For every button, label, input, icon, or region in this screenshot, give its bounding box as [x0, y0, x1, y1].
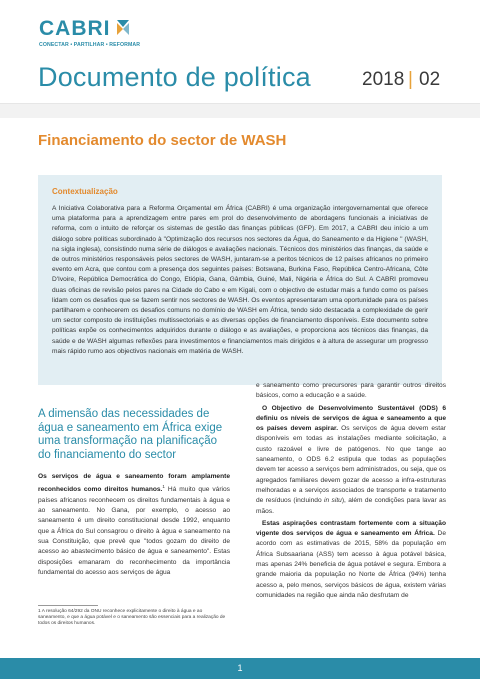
logo-tagline: CONECTAR • PARTILHAR • REFORMAR — [39, 42, 141, 48]
left-paragraph — [38, 472, 230, 578]
section-title: Financiamento do sector de WASH — [38, 132, 287, 149]
right-paragraph-2-italic: in situ — [324, 497, 342, 505]
subsection-heading: A dimensão das necessidades de água e saneamento em África exige uma transformação na planificação do financiamento do sector — [38, 408, 223, 461]
title-separator: | — [408, 69, 413, 90]
context-text: A Iniciativa Colaborativa para a Reforma Orçamental em África (CABRI) é uma organização intergovernamental que oferece uma plataforma para a aprendizagem entre pares em prol do desenvolvimento de abordagens funcionais a iniciativas de reforma, com o intuito de reforçar os sistemas de gestão das finanças públicas (GFP). Em 2017, a CABRI deu início a um diálogo sobre políticas subordinado à "Optimização dos recursos nos sectores da Água, do Saneamento e da Higiene " (WASH, na sigla inglesa), consistindo numa série de diálogos e avaliações nacionais. Técnicos dos ministérios das finanças, da saúde e de outros ministérios responsáveis pelos sectores de WASH, juntaram-se a peritos técnicos de 12 países africanos no primeiro evento em Acra, que contou com a presença dos seguintes países: Botswana, Burkina Faso, República Centro-Africana, Côte D'Ivoire, República Democrática do Congo, Etiópia, Gana, Gâmbia, Guiné, Mali, Nigéria e África do Sul. A CABRI promoveu duas oficinas de revisão pelos pares na Cidade do Cabo e em Kigali, com o objectivo de estudar mais a fundo como os países lidam com os desafios que se fazem sentir nos sectores de WASH. Os eventos apresentaram uma oportunidade para os países partilharem e conhecerem os desafios comuns no domínio de WASH em África, tendo sido destacada a complexidade de gerir um sector composto de instituições multissectoriais e as diversas opções de financiamento disponíveis. Este documento sobre políticas expõe os conhecimentos adquiridos durante o diálogo e as avaliações, e proporciona aos técnicos das finanças, da saúde e de WASH algumas reflexões para investimentos e financiamentos mais dirigidos e à altura de assegurar um progresso mais rápido rumo aos objectivos nacionais em matéria de WASH. — [52, 205, 428, 355]
document-title: Documento de política — [38, 62, 311, 92]
document-year: 2018 — [362, 69, 405, 90]
context-label: Contextualização — [52, 187, 118, 196]
right-paragraph-3-lead: Estas aspirações contrastam fortemente com a situação vigente dos serviços de água e saneamento em África. — [256, 519, 446, 538]
logo-wordmark: CABRI — [39, 17, 111, 40]
page-footer — [0, 658, 480, 679]
logo-mark-icon — [117, 20, 129, 35]
right-paragraph-3 — [256, 519, 446, 601]
left-paragraph-body: Há muito que vários países africanos reconhecem os direitos fundamentais à água e ao saneamento. No Gana, por exemplo, o acesso ao saneamento é um direito constitucional desde 1992, enquanto que a África do Sul consagrou o direito à água e saneamento na sua Constituição, que prevê que "todos gozam do direito de acesso ao abastecimento básico de água e saneamento". Estas disposições emanaram do reconhecimento da importância fundamental do acesso aos serviços de água — [38, 486, 230, 576]
right-paragraph-2-end: ), além de condições para lavar as mãos. — [256, 497, 446, 515]
right-paragraph-2 — [256, 404, 446, 517]
footnote-ref: 1 — [162, 484, 165, 490]
context-box — [38, 175, 442, 385]
cabri-logo — [39, 18, 140, 48]
right-column — [256, 381, 446, 601]
right-paragraph-2-lead: O Objectivo de Desenvolvimento Sustentável (ODS) 6 definiu os níveis de serviços de água e saneamento a que os países devem aspirar. — [256, 404, 446, 433]
left-column — [38, 408, 230, 578]
footnote: 1 A resolução 64/292 da ONU reconhece explicitamente o direito à água e ao saneamento, e que a água potável e o saneamento são essenciais para a realização de todos os direitos humanos. — [38, 609, 226, 627]
right-paragraph-1: e saneamento como precursores para garantir outros direitos básicos, como a educação e a saúde. — [256, 382, 446, 400]
right-paragraph-2-body: Os serviços de água devem estar disponíveis em todas as instalações mediante solicitação, a custo razoável e livre de patógenos. No que tange ao saneamento, o ODS 6.2 estipula que todas as populações devem ter acesso a serviços bem administrados, ou seja, que os agregados familiares devem gozar de acesso a infra-estruturas melhoradas e a serviços associados de transporte e tratamento de resíduos (incluindo — [256, 425, 446, 505]
header-divider-band — [0, 104, 480, 118]
page-number: 1 — [237, 663, 243, 673]
left-paragraph-lead: Os serviços de água e saneamento foram amplamente reconhecidos como direitos humanos. — [38, 473, 230, 494]
document-number: 02 — [419, 69, 441, 90]
right-paragraph-3-body: De acordo com as estimativas de 2015, 58% da população em África Subsaariana (ASS) tem acesso à água potável básica, mas apenas 24% beneficia de água potável e segura. Embora a grande maioria da população no Norte de África (94%) tenha acesso a, pelo menos, serviços básicos de água, existem várias comunidades na região que ainda não desfrutam de — [256, 530, 446, 599]
footnote-rule — [38, 605, 98, 606]
